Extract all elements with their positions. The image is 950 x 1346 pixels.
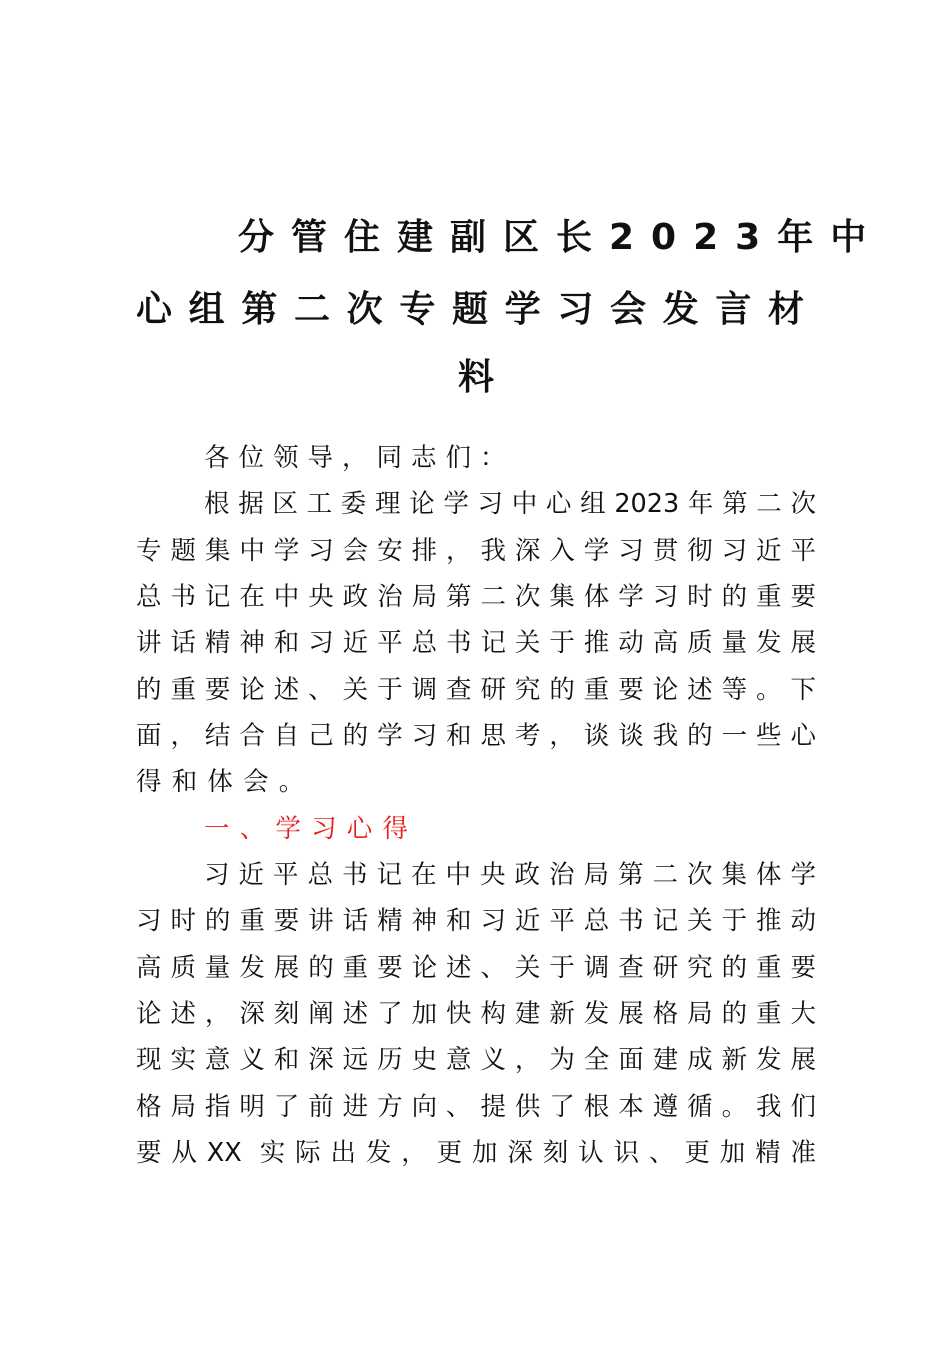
section-line: 论述，深刻阐述了加快构建新发展格局的重大	[136, 999, 816, 1029]
intro-line: 根据区工委理论学习中心组2023年第二次	[204, 489, 816, 519]
intro-line: 总书记在中央政治局第二次集体学习时的重要	[136, 582, 816, 612]
section-line: 习近平总书记在中央政治局第二次集体学	[204, 860, 816, 890]
intro-line: 得和体会。	[136, 767, 315, 797]
section-line: 格局指明了前进方向、提供了根本遵循。我们	[136, 1092, 816, 1122]
section-line: 习时的重要讲话精神和习近平总书记关于推动	[136, 906, 816, 936]
section-line: 现实意义和深远历史意义，为全面建成新发展	[136, 1045, 816, 1075]
intro-line: 的重要论述、关于调查研究的重要论述等。下	[136, 675, 816, 705]
document-title-line-1: 分管住建副区长2023年中	[238, 217, 884, 258]
salutation: 各位领导，同志们：	[204, 443, 515, 473]
section-line: 要从XX 实际出发，更加深刻认识、更加精准	[136, 1138, 816, 1168]
intro-line: 专题集中学习会安排，我深入学习贯彻习近平	[136, 536, 816, 566]
intro-line: 面，结合自己的学习和思考，谈谈我的一些心	[136, 721, 816, 751]
document-title-line-2: 心组第二次专题学习会发言材	[136, 289, 816, 330]
document-title-line-3: 料	[457, 357, 494, 398]
intro-line: 讲话精神和习近平总书记关于推动高质量发展	[136, 628, 816, 658]
section-heading: 一、学习心得	[204, 814, 419, 844]
section-line: 高质量发展的重要论述、关于调查研究的重要	[136, 953, 816, 983]
